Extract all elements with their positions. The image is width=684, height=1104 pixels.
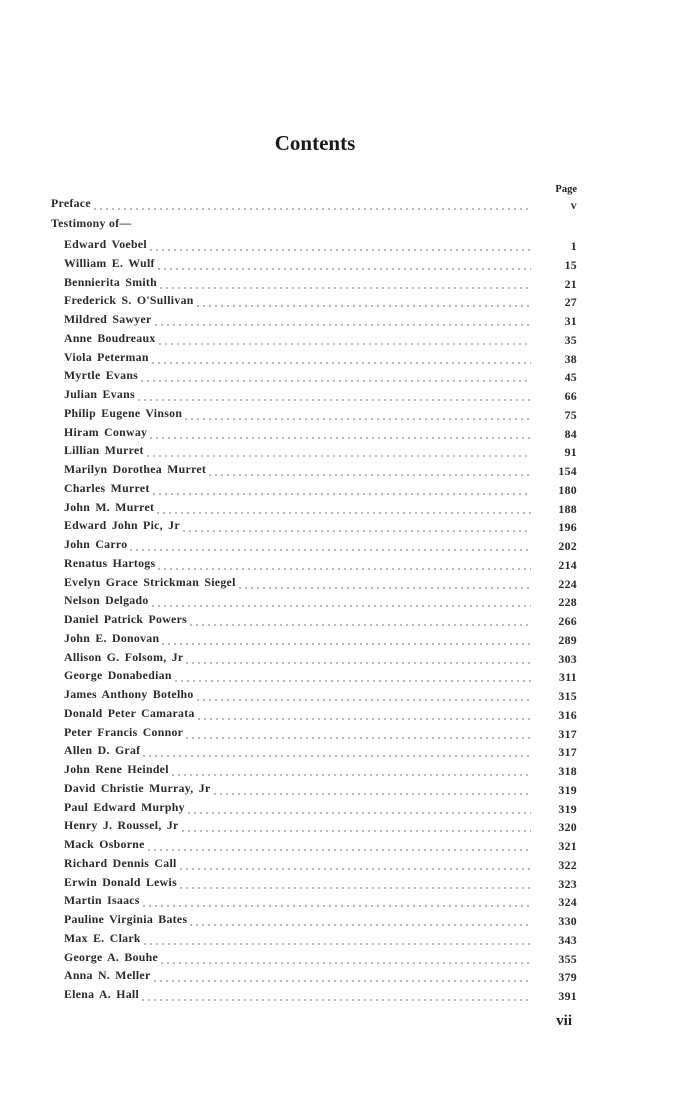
toc-entry[interactable] [64, 705, 577, 721]
entry-name: Edward Voebel [64, 237, 147, 251]
toc-entry[interactable] [64, 724, 577, 740]
entry-page: 180 [558, 482, 577, 497]
dot-leader [212, 786, 531, 796]
dot-leader [142, 936, 531, 946]
toc-entry[interactable] [64, 292, 577, 308]
dot-leader [188, 917, 531, 927]
toc-entry[interactable] [64, 592, 577, 608]
entry-page: 320 [558, 820, 577, 835]
entry-name: Bennierita Smith [64, 274, 157, 289]
entry-name: Pauline Virginia Bates [64, 912, 188, 926]
entry-name: John Carro [64, 537, 128, 551]
toc-entry[interactable] [64, 536, 577, 552]
entry-name: Martin Isaacs [64, 893, 140, 908]
dot-leader [148, 242, 531, 252]
dot-leader [178, 861, 531, 871]
toc-entry[interactable] [64, 499, 577, 515]
dot-leader [188, 617, 531, 627]
entry-page: 319 [558, 801, 577, 816]
dot-leader [150, 355, 531, 365]
entry-page: 289 [558, 632, 577, 647]
entry-name: John E. Donovan [64, 630, 160, 645]
page-number: vii [556, 1013, 572, 1029]
dot-leader [184, 655, 531, 665]
toc-entry[interactable] [64, 517, 577, 533]
toc-entry[interactable] [64, 649, 577, 665]
dot-leader [184, 730, 531, 740]
dot-leader [152, 973, 531, 983]
entry-name: John Rene Heindel [64, 762, 169, 776]
dot-leader [196, 711, 531, 721]
dot-leader [170, 767, 531, 777]
toc-entry[interactable] [64, 274, 577, 290]
entry-name: Donald Peter Camarata [64, 705, 195, 720]
entry-page: 379 [558, 970, 577, 985]
entry-page: 21 [564, 276, 577, 291]
entry-page: 355 [558, 951, 577, 966]
dot-leader [156, 261, 531, 271]
toc-entry[interactable] [64, 311, 577, 327]
entry-name: Lillian Murret [64, 443, 144, 458]
toc-entry[interactable] [64, 761, 577, 777]
entry-page: 316 [558, 707, 577, 722]
entry-page: 319 [558, 782, 577, 797]
toc-entry[interactable] [64, 986, 577, 1002]
dot-leader [237, 580, 531, 590]
entry-name: William E. Wulf [64, 255, 155, 270]
entry-page: 322 [558, 857, 577, 872]
entry-page: 84 [564, 426, 577, 441]
dot-leader [180, 823, 531, 833]
entry-name: Mack Osborne [64, 837, 145, 851]
entry-name: Anna N. Meller [64, 968, 151, 983]
dot-leader [183, 411, 531, 421]
entry-page: 75 [564, 407, 577, 422]
dot-leader [141, 748, 531, 758]
entry-name: Edward John Pic, Jr [64, 518, 180, 533]
entry-page: 35 [564, 332, 577, 347]
entry-page: 228 [558, 595, 577, 610]
toc-entry[interactable] [64, 855, 577, 871]
entry-page: 317 [558, 745, 577, 760]
entry-name: Julian Evans [64, 387, 135, 401]
dot-leader [195, 692, 531, 702]
entry-name: Philip Eugene Vinson [64, 405, 183, 420]
toc-entry[interactable] [64, 817, 577, 833]
entry-name: Elena A. Hall [64, 987, 140, 1001]
entry-name: Mildred Sawyer [64, 312, 152, 326]
entry-page: 321 [558, 839, 577, 853]
entry-page: 214 [558, 557, 577, 572]
entry-page: 303 [558, 651, 577, 666]
toc-entry[interactable] [64, 780, 577, 796]
dot-leader [181, 523, 531, 533]
dot-leader [148, 430, 531, 440]
entry-name: Myrtle Evans [64, 368, 139, 383]
entry-name: George Donabedian [64, 668, 172, 683]
entry-name: Frederick S. O'Sullivan [64, 293, 194, 308]
toc-entry[interactable] [64, 386, 577, 402]
dot-leader [140, 992, 531, 1002]
entry-name: Nelson Delgado [64, 593, 149, 608]
dot-leader [186, 805, 531, 815]
entry-page: 91 [564, 445, 577, 460]
entry-name: Renatus Hartogs [64, 555, 156, 570]
entry-name: Richard Dennis Call [64, 855, 177, 870]
toc-entry[interactable] [64, 255, 577, 271]
entry-name: Charles Murret [64, 480, 150, 495]
page-column-header: Page [555, 184, 577, 195]
entry-page: 311 [559, 670, 577, 685]
testimony-heading: Testimony of— [51, 216, 132, 230]
toc-entry[interactable] [64, 405, 577, 421]
dot-leader [139, 373, 531, 383]
toc-entry[interactable] [64, 330, 577, 346]
entry-name: Max E. Clark [64, 930, 141, 945]
dot-leader [157, 336, 531, 346]
toc-entry[interactable] [64, 836, 577, 852]
entry-page: 45 [564, 370, 577, 385]
toc-entry[interactable] [64, 742, 577, 758]
entry-name: George A. Bouhe [64, 949, 159, 964]
entry-page: 66 [564, 389, 577, 403]
entry-name: Allen D. Graf [64, 743, 141, 758]
dot-leader [173, 673, 531, 683]
entry-name: Allison G. Folsom, Jr [64, 649, 184, 664]
entry-page: 27 [564, 295, 577, 310]
dot-leader [150, 598, 531, 608]
entry-name: Peter Francis Connor [64, 724, 184, 739]
toc-entry[interactable] [64, 892, 577, 908]
entry-page: 38 [564, 351, 577, 366]
toc-entry[interactable] [64, 349, 577, 365]
toc-entry[interactable] [64, 911, 577, 927]
entry-page: 15 [564, 257, 577, 272]
toc-entry[interactable] [64, 367, 577, 383]
dot-leader [153, 317, 531, 327]
entry-page: 315 [558, 689, 577, 703]
entry-name: John M. Murret [64, 499, 155, 514]
toc-entry[interactable] [64, 686, 577, 702]
toc-entry[interactable] [64, 611, 577, 627]
entry-page: 202 [558, 539, 577, 553]
dot-leader [159, 955, 531, 965]
entry-label: Preface [51, 196, 91, 210]
entry-page: 323 [558, 876, 577, 891]
dot-leader [178, 880, 531, 890]
entry-name: Hiram Conway [64, 424, 148, 439]
entry-page: 266 [558, 614, 577, 628]
toc-entry[interactable] [64, 630, 577, 646]
entry-page: 391 [558, 989, 577, 1003]
entry-name: Henry J. Roussel, Jr [64, 818, 179, 833]
entry-page: 318 [558, 764, 577, 778]
toc-entry[interactable] [64, 799, 577, 815]
dot-leader [146, 842, 531, 852]
toc-entry[interactable] [64, 874, 577, 890]
dot-leader [92, 201, 531, 211]
entry-page: 330 [558, 914, 577, 928]
toc-entry[interactable] [64, 949, 577, 965]
dot-leader [151, 486, 531, 496]
entry-name: Daniel Patrick Powers [64, 612, 187, 626]
dot-leader [158, 280, 531, 290]
toc-entry[interactable] [64, 667, 577, 683]
dot-leader [155, 505, 531, 515]
dot-leader [128, 542, 531, 552]
entry-page: 1 [570, 239, 577, 253]
entry-name: David Christie Murray, Jr [64, 780, 211, 795]
entry-name: Evelyn Grace Strickman Siegel [64, 574, 236, 589]
entry-name: James Anthony Botelho [64, 687, 194, 701]
entry-page: 154 [558, 464, 577, 478]
dot-leader [160, 636, 531, 646]
dot-leader [207, 467, 531, 477]
dot-leader [195, 298, 531, 308]
entry-page: 317 [558, 726, 577, 741]
entry-page: 188 [558, 501, 577, 516]
entry-page: 324 [558, 895, 577, 910]
entry-name: Anne Boudreaux [64, 330, 156, 345]
dot-leader [136, 392, 531, 402]
toc-entry[interactable] [64, 930, 577, 946]
entry-name: Paul Edward Murphy [64, 799, 185, 814]
toc-entry[interactable] [64, 442, 577, 458]
entry-page: 343 [558, 932, 577, 947]
toc-entry-preface[interactable] [51, 195, 577, 211]
entry-page: 31 [564, 314, 577, 328]
entry-page: 196 [558, 520, 577, 535]
toc-entry[interactable] [64, 574, 577, 590]
entry-name: Erwin Donald Lewis [64, 874, 177, 889]
toc-entry[interactable] [64, 461, 577, 477]
toc-entry[interactable] [64, 480, 577, 496]
dot-leader [141, 898, 531, 908]
entry-page: 224 [558, 576, 577, 591]
page-title: Contents [274, 131, 356, 155]
dot-leader [145, 448, 531, 458]
entry-name: Viola Peterman [64, 349, 149, 364]
toc-entry[interactable] [64, 424, 577, 440]
entry-name: Marilyn Dorothea Murret [64, 462, 207, 476]
entry-page: v [570, 198, 577, 212]
toc-entry[interactable] [64, 967, 577, 983]
dot-leader [156, 561, 531, 571]
toc-entry[interactable] [64, 555, 577, 571]
toc-entry[interactable] [64, 236, 577, 252]
